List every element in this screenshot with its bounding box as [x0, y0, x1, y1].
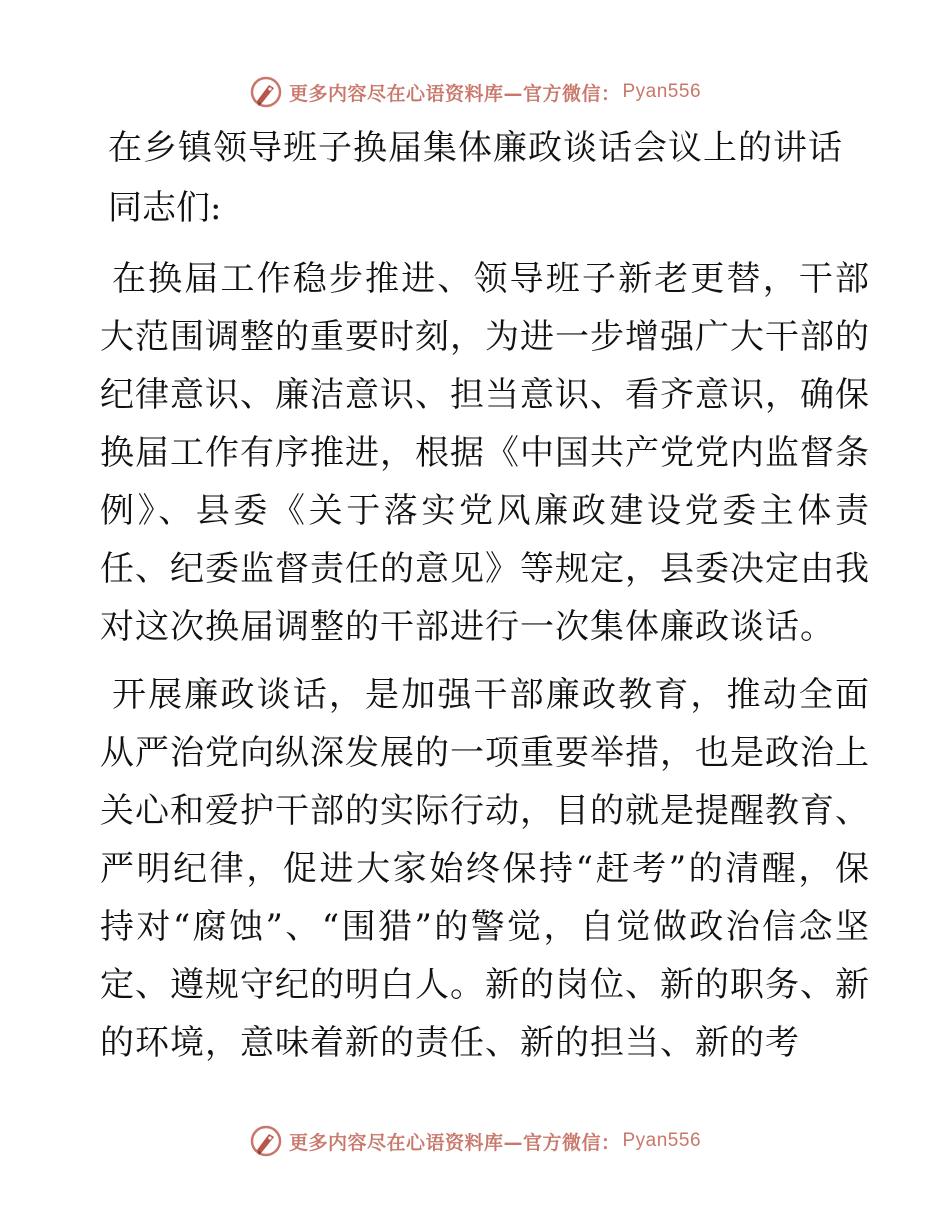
paragraph: 开展廉政谈话，是加强干部廉政教育，推动全面从严治党向纵深发展的一项重要举措，也是政治上关心和爱护干部的实际行动，目的就是提醒教育、严明纪律，促进大家始终保持“赶考”的清醒，保持对“腐蚀”、“围猎”的警觉，自觉做政治信念坚定、遵规守纪的明白人。新的岗位、新的职务、新的环境，意味着新的责任、新的担当、新的考: [100, 675, 870, 1063]
watermark-handle: Pyan556: [622, 81, 702, 102]
salutation: 同志们:: [108, 188, 222, 228]
document-title: 在乡镇领导班子换届集体廉政谈话会议上的讲话: [108, 128, 843, 168]
pen-nib-circle-icon: [249, 75, 283, 109]
paragraph: 在换届工作稳步推进、领导班子新老更替，干部大范围调整的重要时刻，为进一步增强广大干部的纪律意识、廉洁意识、担当意识、看齐意识，确保换届工作有序推进，根据《中国共产党党内监督条例》、县委《关于落实党风廉政建设党委主体责任、纪委监督责任的意见》等规定，县委决定由我对这次换届调整的干部进行一次集体廉政谈话。: [100, 259, 870, 647]
watermark-text: 更多内容尽在心语资料库—官方微信：: [288, 1131, 621, 1154]
document-body: [100, 124, 870, 1072]
watermark-handle: Pyan556: [622, 1130, 702, 1151]
pen-nib-circle-icon: [249, 1124, 283, 1158]
header-watermark: [0, 72, 950, 112]
footer-watermark: [0, 1121, 950, 1161]
watermark-text: 更多内容尽在心语资料库—官方微信：: [288, 82, 621, 105]
